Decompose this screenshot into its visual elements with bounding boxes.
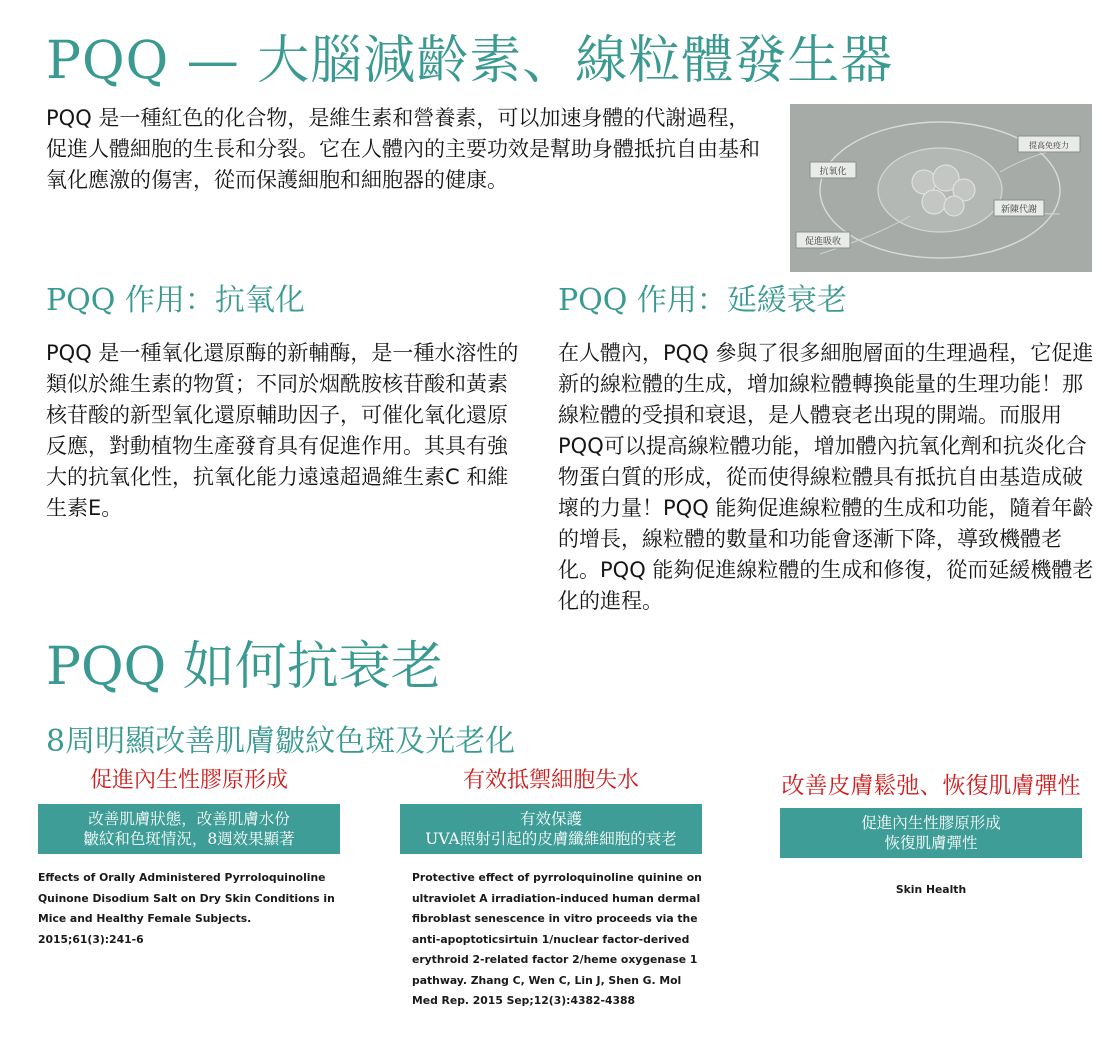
antiaging-paragraph: 在人體內，PQQ 參與了很多細胞層面的生理過程，它促進新的線粒體的生成，增加線粒體轉換能量的生理功能！那線粒體的受損和衰退，是人體衰老出現的開端。而服用 PQQ可以提高線粒體功能，增加體內抗氧化劑和抗炎化合物蛋白質的形成，從而使得線粒體具有抵抗自由基造成破壞的力量！PQQ 能夠促進線粒體的生成和功能，隨着年齡的增長，線粒體的數量和功能會逐漸下降，導致機體老化。PQQ 能夠促進線粒體的生成和修復，從而延緩機體老化的進程。: [558, 341, 1094, 613]
mitochondria-illustration: [790, 104, 1092, 272]
benefit-heading: 促進內生性膠原形成: [89, 768, 288, 793]
benefit-column-hydration: [400, 764, 702, 1012]
how-antiaging-title: PQQ 如何抗衰老: [46, 637, 443, 697]
image-label-immunity: 提高免疫力: [1029, 141, 1069, 150]
benefit-summary-line: 皺紋和色斑情況，8週效果顯著: [83, 830, 295, 848]
image-label-antioxidation: 抗氧化: [819, 167, 847, 177]
antioxidant-paragraph: PQQ 是一種氧化還原酶的新輔酶，是一種水溶性的類似於維生素的物質；不同於烟酰胺核苷酸和黃素核苷酸的新型氧化還原輔助因子，可催化氧化還原反應，對動植物生產發育具有促進作用。其具有強大的抗氧化性，抗氧化能力遠遠超過維生素C 和維生素E。: [46, 341, 519, 520]
improvement-subtitle: 8周明顯改善肌膚皺紋色斑及光老化: [46, 724, 516, 759]
intro-paragraph: PQQ 是一種紅色的化合物，是維生素和營養素，可以加速身體的代謝過程，促進人體細胞的生長和分裂。它在人體內的主要功效是幫助身體抵抗自由基和氧化應激的傷害，從而保護細胞和細胞器的健康。: [46, 106, 760, 192]
section-heading-antiaging: PQQ 作用：延緩衰老: [558, 283, 847, 318]
benefit-column-elasticity: [780, 764, 1082, 901]
benefit-summary-line: 恢復肌膚彈性: [884, 834, 978, 852]
benefit-summary-line: 促進內生性膠原形成: [861, 814, 1001, 832]
benefit-summary-line: 改善肌膚狀態，改善肌膚水份: [88, 810, 290, 828]
reference-citation: Protective effect of pyrroloquinoline quinine on ultraviolet A irradiation-induced human dermal fibroblast senescence in vitro proceeds via the anti-apoptoticsirtuin 1/nuclear factor-derived erythroid 2-related factor 2/heme oxygenase 1 pathway. Zhang C, Wen C, Lin J, Shen G. Mol Med Rep. 2015 Sep;12(3):4382-4388: [412, 871, 702, 1007]
benefit-summary-box: [780, 808, 1082, 858]
page-title: PQQ — 大腦減齡素、線粒體發生器: [46, 31, 894, 91]
benefit-heading: 有效抵禦細胞失水: [462, 768, 639, 793]
image-label-metabolism: 新陳代謝: [1000, 205, 1038, 215]
benefit-heading: 改善皮膚鬆弛、恢復肌膚彈性: [781, 773, 1081, 799]
benefit-summary-box: [38, 804, 340, 854]
benefit-column-collagen: [38, 764, 340, 950]
section-heading-antioxidant: PQQ 作用：抗氧化: [46, 283, 305, 318]
benefit-summary-box: [400, 804, 702, 854]
benefit-summary-line: 有效保護: [519, 810, 582, 828]
reference-citation: Skin Health: [895, 883, 967, 896]
reference-citation: Effects of Orally Administered Pyrroloquinoline Quinone Disodium Salt on Dry Skin Conditions in Mice and Healthy Female Subjects. 2015;61(3):241-6: [38, 871, 335, 946]
benefit-summary-line: UVA照射引起的皮膚纖維細胞的衰老: [425, 830, 677, 848]
image-label-absorption: 促進吸收: [804, 237, 842, 247]
